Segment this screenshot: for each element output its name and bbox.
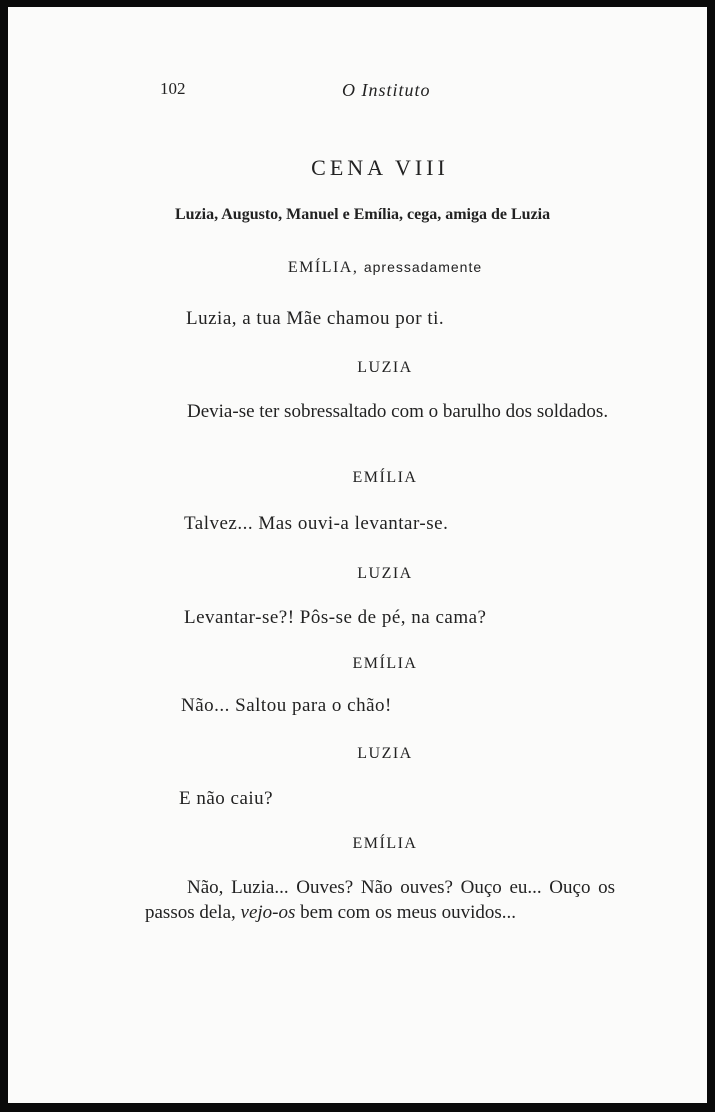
speaker-name: LUZIA (357, 359, 413, 376)
dialogue-line: Talvez... Mas ouvi-a levantar-se. (184, 513, 449, 534)
dialogue-line: Levantar-se?! Pôs-se de pé, na cama? (184, 607, 487, 628)
stage-direction: apressadamente (363, 259, 483, 275)
speaker-name: LUZIA (357, 745, 413, 762)
speaker-name: EMÍLIA (352, 655, 418, 672)
book-page (8, 7, 707, 1103)
speaker-name: EMÍLIA, apressadamente (287, 259, 483, 276)
scene-title: CENA VIII (311, 155, 449, 180)
speaker-name: LUZIA (357, 565, 413, 582)
speaker-name: EMÍLIA (352, 835, 418, 852)
running-title: O Instituto (342, 80, 431, 100)
dialogue-line: Não... Saltou para o chão! (181, 695, 392, 716)
line-text: Não, Luzia... Ouves? Não ouves? Ouço eu... Ouço os passos dela, (145, 877, 615, 923)
speaker-name: EMÍLIA (352, 469, 418, 486)
line-text: bem com os meus ouvidos... (295, 902, 516, 923)
dialogue-line: Luzia, a tua Mãe chamou por ti. (186, 308, 445, 329)
cast-list: Luzia, Augusto, Manuel e Emília, cega, amiga de Luzia (175, 206, 551, 223)
dialogue-line: E não caiu? (179, 788, 274, 809)
dialogue-paragraph: Devia-se ter sobressaltado com o barulho dos soldados. (187, 401, 609, 422)
speaker-label: EMÍLIA (287, 259, 353, 276)
italic-word: vejo-os (240, 902, 296, 923)
dialogue-paragraph (145, 875, 615, 925)
page-number: 102 (160, 79, 186, 98)
